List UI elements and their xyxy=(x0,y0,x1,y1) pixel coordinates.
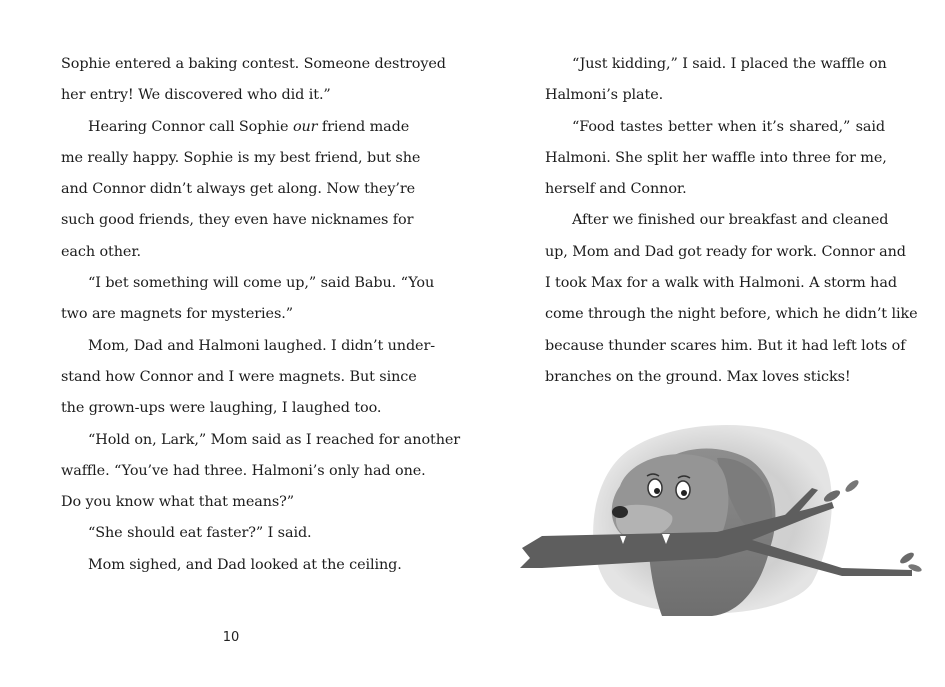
text-line: “She should eat faster?” I said. xyxy=(88,525,312,542)
text-line: because thunder scares him. But it had left lots of xyxy=(545,337,906,354)
text-line: herself and Connor. xyxy=(545,181,687,198)
text-line: Do you know what that means?” xyxy=(61,494,295,511)
text-line: “Hold on, Lark,” Mom said as I reached for another xyxy=(88,431,461,448)
emphasized-word: our xyxy=(292,118,318,135)
text-line: After we finished our breakfast and cleaned xyxy=(572,212,889,229)
dog-eye-right xyxy=(676,481,690,499)
text-line: waffle. “You’ve had three. Halmoni’s only had one. xyxy=(61,462,426,479)
text-line: her entry! We discovered who did it.” xyxy=(61,87,331,104)
text-line: “Just kidding,” I said. I placed the waffle on xyxy=(572,56,887,72)
text-line xyxy=(61,112,410,143)
text-line: Mom sighed, and Dad looked at the ceiling. xyxy=(88,556,402,573)
text-line: each other. xyxy=(61,243,142,260)
text-line: such good friends, they even have nicknames for xyxy=(61,212,414,229)
text-line: Sophie entered a baking contest. Someone destroyed xyxy=(61,56,446,72)
text-line: the grown-ups were laughing, I laughed too. xyxy=(61,400,382,417)
dog-with-stick-illustration xyxy=(512,418,932,618)
text-line: Halmoni’s plate. xyxy=(545,87,664,104)
text-line: me really happy. Sophie is my best friend, but she xyxy=(61,149,421,166)
text-line: come through the night before, which he didn’t like xyxy=(545,306,918,323)
text-line: branches on the ground. Max loves sticks! xyxy=(545,368,851,385)
text-line: “Food tastes better when it’s shared,” said xyxy=(572,118,885,135)
text-segment: Hearing Connor call Sophie xyxy=(88,118,293,135)
text-line: up, Mom and Dad got ready for work. Connor and xyxy=(545,243,906,260)
left-page-text xyxy=(61,49,461,581)
page-number: 10 xyxy=(222,630,240,645)
text-line: Halmoni. She split her waffle into three for me, xyxy=(545,149,887,166)
text-line: two are magnets for mysteries.” xyxy=(61,306,293,323)
dog-eye-left xyxy=(648,479,662,497)
text-segment: friend made xyxy=(317,118,410,135)
text-line: stand how Connor and I were magnets. But since xyxy=(61,368,417,385)
text-line: and Connor didn’t always get along. Now they’re xyxy=(61,181,416,198)
text-line: “I bet something will come up,” said Babu. “You xyxy=(88,275,435,292)
dog-nose xyxy=(612,506,628,518)
text-line: Mom, Dad and Halmoni laughed. I didn’t under- xyxy=(88,337,436,354)
text-line: I took Max for a walk with Halmoni. A storm had xyxy=(545,275,897,292)
right-page-text xyxy=(545,49,918,393)
